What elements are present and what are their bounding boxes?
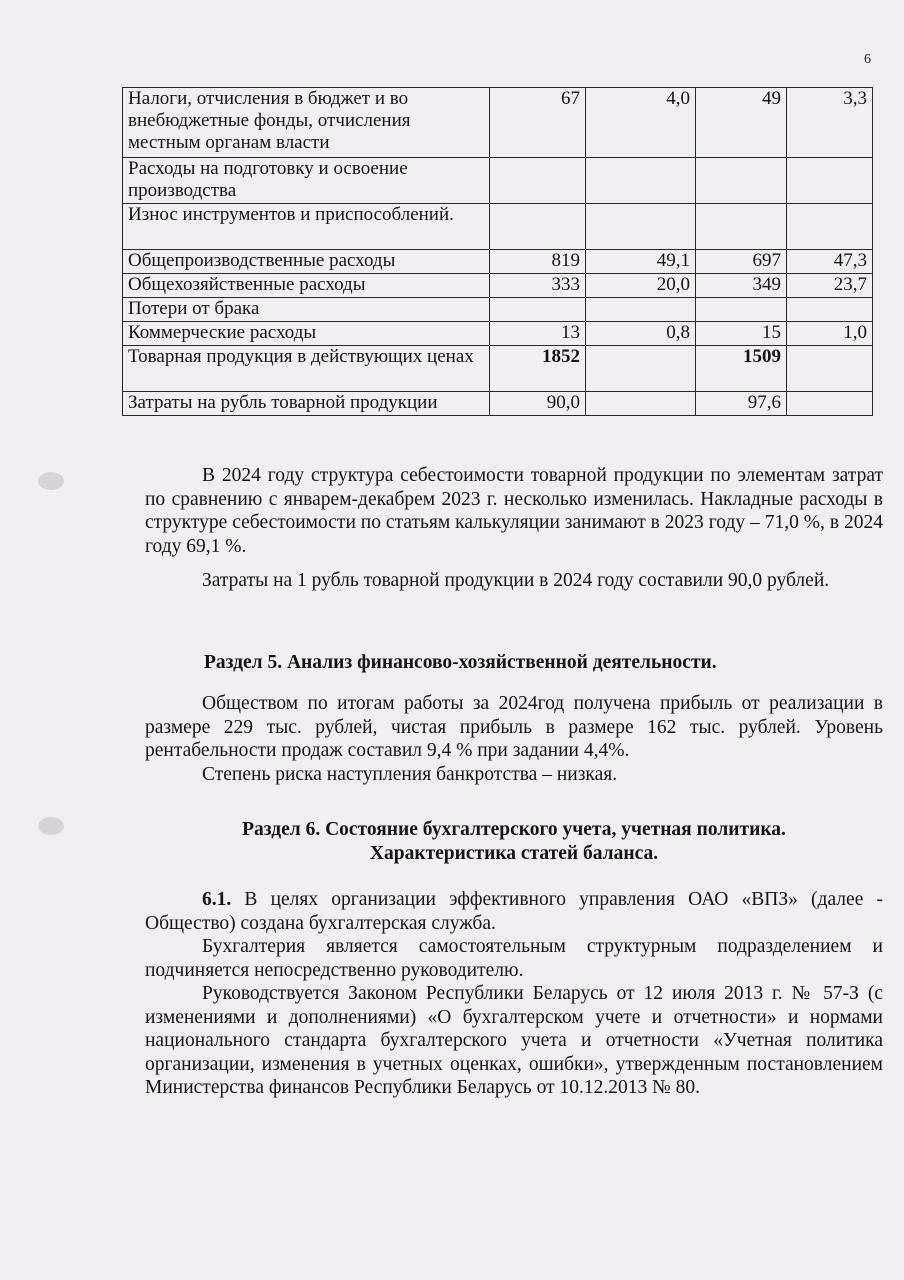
punch-hole — [38, 817, 64, 835]
share-2024-cell — [586, 158, 696, 204]
share-2024-cell — [586, 298, 696, 322]
paragraph-legal-basis: Руководствуется Законом Республики Беларусь от 12 июля 2013 г. № 57-З (с изменениями и дополнениями) «О бухгалтерском учете и отчетности» и нормами национального стандарта бухгалтерского учета и отчетности «Учетная политика организации, изменения в учетных оценках, ошибки», утвержденным постановлением Министерства финансов Республики Беларусь от 10.12.2013 № 80. — [145, 983, 883, 1098]
row-name-cell: Общепроизводственные расходы — [123, 250, 490, 274]
share-2024-cell — [586, 204, 696, 250]
value-2024-cell: 1852 — [490, 346, 586, 392]
share-2023-cell: 47,3 — [787, 250, 873, 274]
paragraph-6-1 — [145, 888, 883, 935]
share-2023-cell — [787, 346, 873, 392]
table-row — [123, 346, 873, 392]
table-row — [123, 204, 873, 250]
share-2024-cell — [586, 392, 696, 416]
section-6-heading-line-1: Раздел 6. Состояние бухгалтерского учета, учетная политика. — [242, 819, 786, 840]
value-2023-cell — [696, 298, 787, 322]
value-2024-cell: 67 — [490, 88, 586, 158]
row-name-cell: Товарная продукция в действующих ценах — [123, 346, 490, 392]
value-2023-cell: 1509 — [696, 346, 787, 392]
share-2023-cell — [787, 158, 873, 204]
row-name-cell: Износ инструментов и приспособлений. — [123, 204, 490, 250]
punch-hole — [38, 472, 64, 490]
table-row — [123, 88, 873, 158]
row-name-cell: Потери от брака — [123, 298, 490, 322]
share-2023-cell: 1,0 — [787, 322, 873, 346]
value-2023-cell: 97,6 — [696, 392, 787, 416]
value-2023-cell — [696, 158, 787, 204]
value-2024-cell: 90,0 — [490, 392, 586, 416]
paragraph-cost-structure: В 2024 году структура себестоимости товарной продукции по элементам затрат по сравнению с январем-декабрем 2023 г. несколько изменилась. Накладные расходы в структуре себестоимости по статьям калькуляции занимают в 2023 году – 71,0 %, в 2024 году 69,1 %. — [145, 465, 883, 557]
paragraph-6-1-text: В целях организации эффективного управления ОАО «ВПЗ» (далее - Общество) создана бухгалтерская служба. — [145, 889, 883, 934]
share-2023-cell — [787, 392, 873, 416]
share-2023-cell — [787, 204, 873, 250]
share-2024-cell: 20,0 — [586, 274, 696, 298]
table-row — [123, 322, 873, 346]
row-name-cell: Налоги, отчисления в бюджет и во внебюджетные фонды, отчисления местным органам власти — [123, 88, 490, 158]
paragraph-cost-per-ruble: Затраты на 1 рубль товарной продукции в 2024 году составили 90,0 рублей. — [202, 570, 830, 591]
value-2024-cell: 13 — [490, 322, 586, 346]
paragraph-profit: Обществом по итогам работы за 2024год получена прибыль от реализации в размере 229 тыс. рублей, чистая прибыль в размере 162 тыс. рублей. Уровень рентабельности продаж составил 9,4 % при задании 4,4%. — [145, 693, 883, 761]
value-2024-cell: 333 — [490, 274, 586, 298]
section-5-heading: Раздел 5. Анализ финансово-хозяйственной деятельности. — [204, 651, 717, 673]
table-row — [123, 298, 873, 322]
value-2024-cell: 819 — [490, 250, 586, 274]
value-2024-cell — [490, 204, 586, 250]
row-name-cell: Расходы на подготовку и освоение производства — [123, 158, 490, 204]
paragraph-bankruptcy-risk: Степень риска наступления банкротства – низкая. — [202, 763, 618, 785]
share-2024-cell: 4,0 — [586, 88, 696, 158]
table-row — [123, 250, 873, 274]
share-2024-cell: 49,1 — [586, 250, 696, 274]
row-name-cell: Коммерческие расходы — [123, 322, 490, 346]
value-2023-cell: 49 — [696, 88, 787, 158]
share-2023-cell — [787, 298, 873, 322]
page-number: 6 — [864, 52, 871, 67]
row-name-cell: Затраты на рубль товарной продукции — [123, 392, 490, 416]
share-2023-cell: 3,3 — [787, 88, 873, 158]
share-2023-cell: 23,7 — [787, 274, 873, 298]
row-name-cell: Общехозяйственные расходы — [123, 274, 490, 298]
share-2024-cell: 0,8 — [586, 322, 696, 346]
value-2023-cell: 349 — [696, 274, 787, 298]
value-2023-cell: 697 — [696, 250, 787, 274]
value-2024-cell — [490, 298, 586, 322]
table-row — [123, 274, 873, 298]
value-2023-cell — [696, 204, 787, 250]
section-6-heading-line-2: Характеристика статей баланса. — [369, 842, 659, 864]
share-2024-cell — [586, 346, 696, 392]
body-text — [145, 464, 883, 1100]
costs-table — [122, 87, 873, 416]
paragraph-accounting-department: Бухгалтерия является самостоятельным структурным подразделением и подчиняется непосредственно руководителю. — [145, 936, 883, 981]
paragraph-6-1-number: 6.1. — [202, 889, 232, 910]
value-2023-cell: 15 — [696, 322, 787, 346]
table-row — [123, 158, 873, 204]
value-2024-cell — [490, 158, 586, 204]
table-row — [123, 392, 873, 416]
